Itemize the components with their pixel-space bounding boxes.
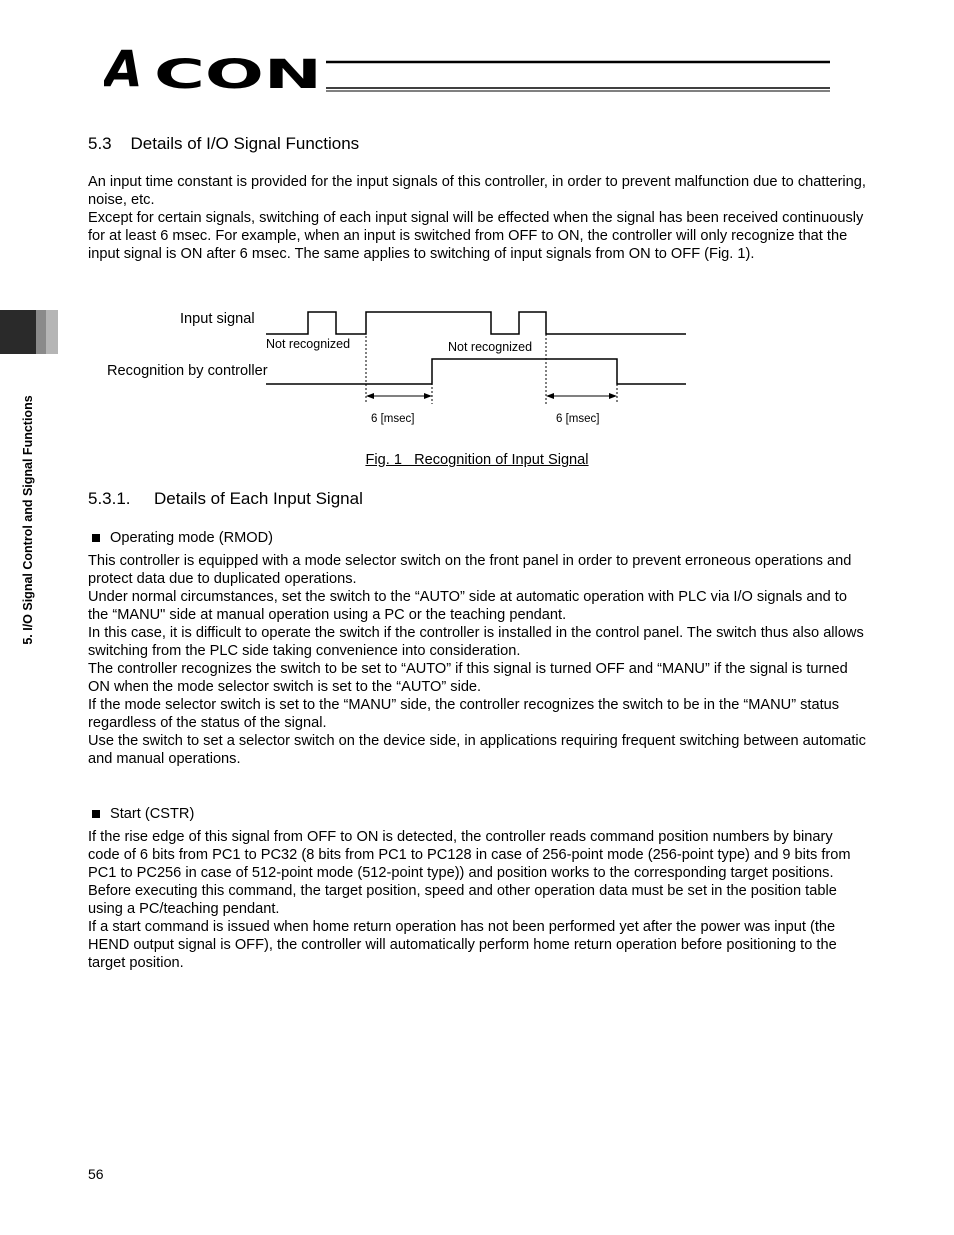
recognition-label: Recognition by controller — [107, 363, 268, 379]
intro-paragraph-2: Except for certain signals, switching of each input signal will be effected when the signal has been received continuously for at least 6 msec. For example, when an input is switched from OFF to ON, the controller will only recognize that the input signal is ON after 6 msec. The same applies to switching of input signals from ON to OFF (Fig. 1). — [88, 210, 864, 262]
page-number: 56 — [88, 1166, 104, 1182]
subsection-number: 5.3.1. — [88, 489, 131, 508]
figure-caption-text: Fig. 1 Recognition of Input Signal — [365, 452, 589, 468]
msec-label-2: 6 [msec] — [556, 413, 600, 425]
cstr-paragraph-1: If the rise edge of this signal from OFF to ON is detected, the controller reads command position numbers by binary code of 6 bits from PC1 to PC32 (8 bits from PC1 to PC128 in case of 256-point mode (256-point type) and 9 bits from PC1 to PC256 in case of 512-point mode (512-point type)) and position works to the corresponding target positions. — [88, 829, 851, 881]
bullet-square-icon — [92, 534, 100, 542]
subsection-title-text: Details of Each Input Signal — [154, 489, 363, 508]
intro-text — [88, 173, 868, 263]
logo-letters: CON — [154, 52, 322, 96]
rmod-paragraph-5: If the mode selector switch is set to the “MANU” side, the controller recognizes the switch to be in the “MANU” status regardless of the status of the signal. — [88, 697, 840, 731]
timing-diagram — [100, 300, 700, 435]
chapter-tab-light — [46, 310, 58, 354]
arrowhead-1-right — [424, 393, 432, 399]
not-recognized-label-2: Not recognized — [448, 340, 533, 354]
cstr-heading — [88, 806, 194, 822]
rmod-paragraph-4: The controller recognizes the switch to be set to “AUTO” if this signal is turned OFF and “MANU” if the signal is turned ON when the mode selector switch is set to the “AUTO” side. — [88, 661, 848, 695]
input-signal-waveform — [266, 312, 686, 334]
recognition-waveform — [266, 359, 686, 384]
rmod-heading-text: Operating mode (RMOD) — [110, 530, 274, 546]
cstr-paragraph-3: If a start command is issued when home return operation has not been performed yet after the power was input (the HEND output signal is OFF), the controller will automatically perform home return operation before positioning to the target position. — [88, 919, 837, 971]
chapter-tab-mid — [36, 310, 46, 354]
msec-label-1: 6 [msec] — [371, 413, 415, 425]
section-title: 5.3 Details of I/O Signal Functions — [88, 134, 360, 153]
cstr-text — [88, 828, 868, 972]
arrowhead-1-left — [366, 393, 374, 399]
subsection-title — [88, 489, 363, 509]
rmod-paragraph-3: In this case, it is difficult to operate the switch if the controller is installed in the control panel. The switch thus also allows switching from the PLC side taking convenience into consideration. — [88, 625, 864, 659]
rmod-text — [88, 552, 868, 768]
bullet-square-icon — [92, 810, 100, 818]
rmod-paragraph-1: This controller is equipped with a mode selector switch on the front panel in order to prevent erroneous operations and protect data due to duplicated operations. — [88, 553, 852, 587]
figure-caption — [0, 452, 954, 468]
not-recognized-label-1: Not recognized — [266, 337, 351, 351]
input-signal-label: Input signal — [180, 311, 255, 327]
intro-paragraph-1: An input time constant is provided for the input signals of this controller, in order to prevent malfunction due to chattering, noise, etc. — [88, 174, 866, 208]
arrowhead-2-right — [609, 393, 617, 399]
rmod-paragraph-2: Under normal circumstances, set the switch to the “AUTO” side at automatic operation with PLC via I/O signals and to the “MANU" side at manual operation using a PC or the teaching pendant. — [88, 589, 847, 623]
cstr-heading-text: Start (CSTR) — [110, 806, 195, 822]
chapter-side-label: 5. I/O Signal Control and Signal Functions — [21, 395, 35, 645]
acon-logo — [104, 48, 834, 96]
rmod-paragraph-6: Use the switch to set a selector switch on the device side, in applications requiring frequent switching between automatic and manual operations. — [88, 733, 866, 767]
cstr-paragraph-2: Before executing this command, the target position, speed and other operation data must be set in the position table using a PC/teaching pendant. — [88, 883, 837, 917]
chapter-tab-dark — [0, 310, 36, 354]
logo-letter-a: A — [104, 48, 143, 96]
rmod-heading — [88, 530, 273, 546]
arrowhead-2-left — [546, 393, 554, 399]
chapter-tab — [0, 310, 58, 354]
